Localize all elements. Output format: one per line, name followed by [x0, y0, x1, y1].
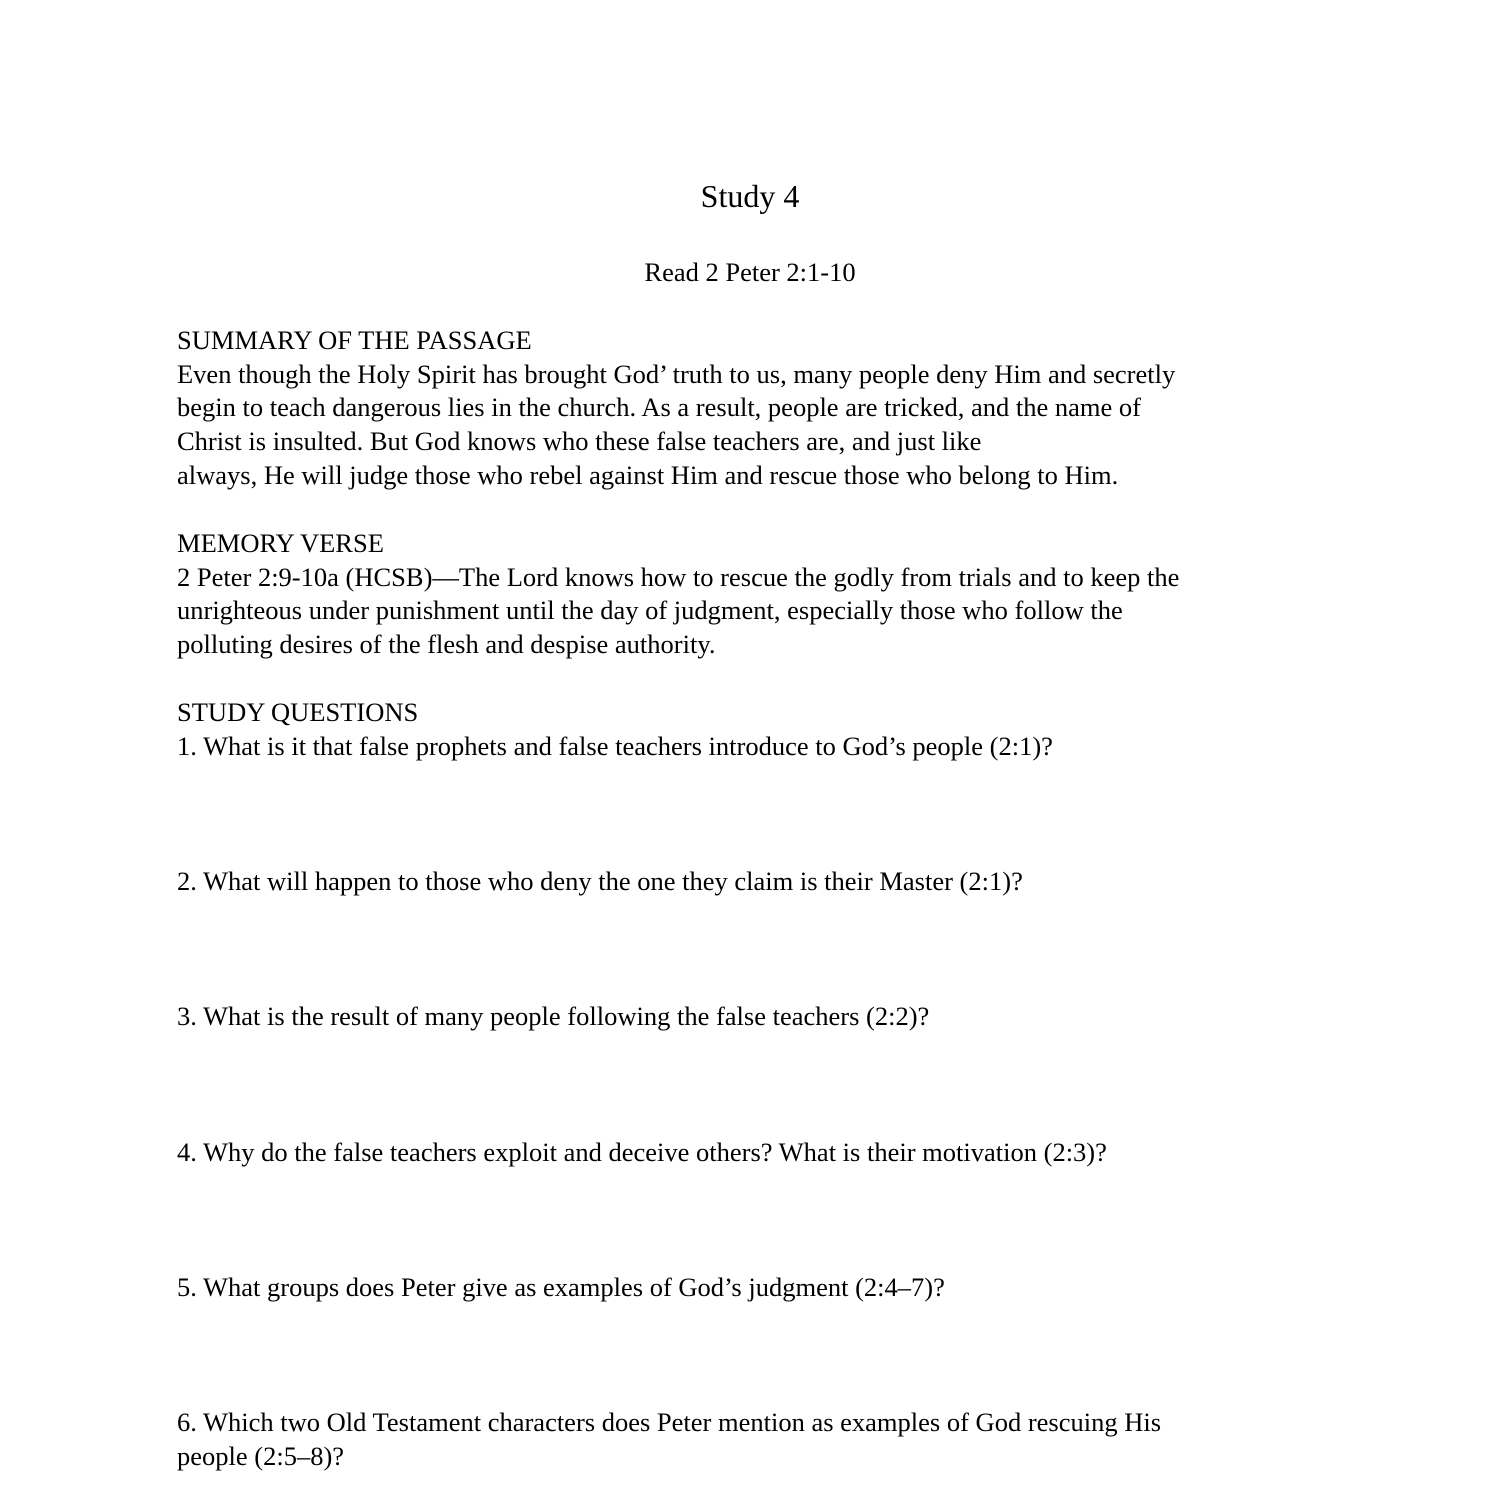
- summary-line: Christ is insulted. But God knows who these false teachers are, and just like: [177, 426, 982, 457]
- study-question-3: 3. What is the result of many people following the false teachers (2:2)?: [177, 1001, 930, 1031]
- summary-line: Even though the Holy Spirit has brought God’ truth to us, many people deny Him and secretly: [177, 358, 1176, 389]
- study-question-5: 5. What groups does Peter give as examples of God’s judgment (2:4–7)?: [177, 1272, 945, 1302]
- memory-verse-line: unrighteous under punishment until the day of judgment, especially those who follow the: [177, 595, 1123, 626]
- summary-line: always, He will judge those who rebel against Him and rescue those who belong to Him.: [177, 459, 1119, 490]
- memory-verse-heading: MEMORY VERSE: [177, 528, 384, 558]
- study-question-3-block: [177, 1000, 1337, 1034]
- study-question-6: 6. Which two Old Testament characters does Peter mention as examples of God rescuing His: [177, 1407, 1162, 1437]
- memory-verse-line: polluting desires of the flesh and despise authority.: [177, 629, 716, 660]
- reading-reference: Read 2 Peter 2:1-10: [644, 257, 856, 287]
- study-question-4-block: [177, 1136, 1337, 1170]
- study-questions-heading: STUDY QUESTIONS: [177, 697, 419, 727]
- study-question-2: 2. What will happen to those who deny the one they claim is their Master (2:1)?: [177, 866, 1023, 896]
- study-question-1: 1. What is it that false prophets and false teachers introduce to God’s people (2:1)?: [177, 730, 1053, 761]
- study-question-6-block: [177, 1406, 1337, 1473]
- study-question-5-block: [177, 1271, 1337, 1305]
- memory-verse-line: 2 Peter 2:9-10a (HCSB)—The Lord knows how to rescue the godly from trials and to keep the: [177, 561, 1180, 592]
- memory-verse-section: [177, 527, 1337, 662]
- summary-section: [177, 324, 1337, 492]
- study-question-2-block: [177, 865, 1337, 899]
- summary-heading: SUMMARY OF THE PASSAGE: [177, 325, 532, 355]
- summary-line: begin to teach dangerous lies in the church. As a result, people are tricked, and the name of: [177, 392, 1141, 423]
- study-question-6-continued: people (2:5–8)?: [177, 1440, 345, 1471]
- document-title: Study 4: [700, 178, 800, 214]
- study-questions-section: [177, 696, 1337, 763]
- study-question-4: 4. Why do the false teachers exploit and deceive others? What is their motivation (2:3)?: [177, 1137, 1107, 1167]
